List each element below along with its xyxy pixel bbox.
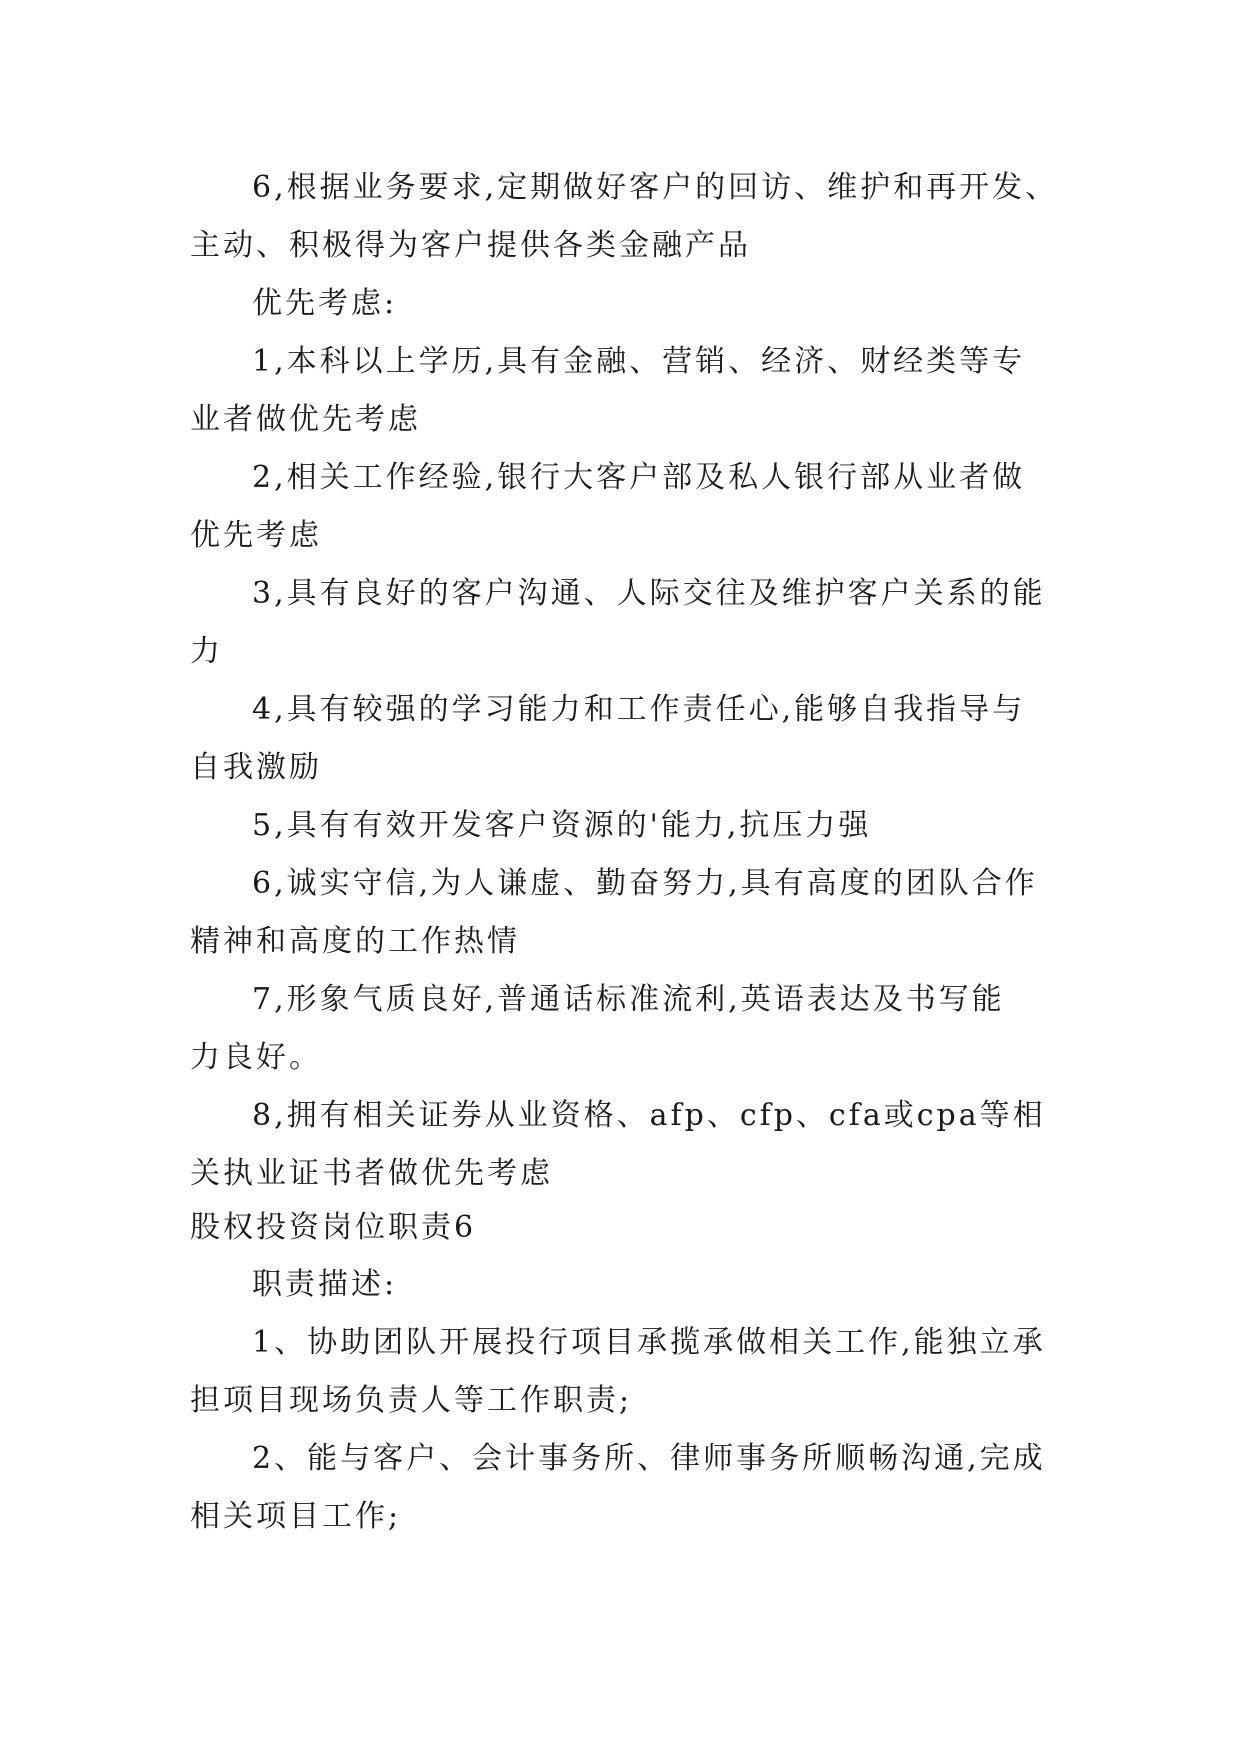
text-line: 精神和高度的工作热情 <box>190 924 520 959</box>
text-line: 3,具有良好的客户沟通、人际交往及维护客户关系的能 <box>252 576 1046 611</box>
text-line: 7,形象气质良好,普通话标准流利,英语表达及书写能 <box>252 982 1005 1017</box>
text-line: 2、能与客户、会计事务所、律师事务所顺畅沟通,完成 <box>252 1441 1046 1476</box>
text-line: 优先考虑 <box>190 518 322 553</box>
section-heading: 股权投资岗位职责6 <box>190 1210 477 1245</box>
text-line: 主动、积极得为客户提供各类金融产品 <box>190 228 751 263</box>
text-line: 1、协助团队开展投行项目承揽承做相关工作,能独立承 <box>252 1325 1046 1360</box>
text-line: 自我激励 <box>190 750 322 785</box>
text-line: 6,诚实守信,为人谦虚、勤奋努力,具有高度的团队合作 <box>252 866 1038 901</box>
text-line: 关执业证书者做优先考虑 <box>190 1156 553 1191</box>
text-line: 8,拥有相关证券从业资格、afp、cfp、cfa或cpa等相 <box>252 1098 1046 1133</box>
text-line: 6,根据业务要求,定期做好客户的回访、维护和再开发、 <box>252 170 1059 205</box>
text-line: 力良好。 <box>190 1040 322 1075</box>
text-line: 相关项目工作; <box>190 1499 402 1534</box>
text-line: 业者做优先考虑 <box>190 402 421 437</box>
text-line: 担项目现场负责人等工作职责; <box>190 1383 633 1418</box>
text-line: 职责描述: <box>252 1267 398 1302</box>
text-line: 4,具有较强的学习能力和工作责任心,能够自我指导与 <box>252 692 1026 727</box>
text-line: 2,相关工作经验,银行大客户部及私人银行部从业者做 <box>252 460 1026 495</box>
text-line: 5,具有有效开发客户资源的'能力,抗压力强 <box>252 808 872 843</box>
text-line: 1,本科以上学历,具有金融、营销、经济、财经类等专 <box>252 344 1026 379</box>
text-line: 力 <box>190 634 223 669</box>
text-line: 优先考虑: <box>252 286 398 321</box>
